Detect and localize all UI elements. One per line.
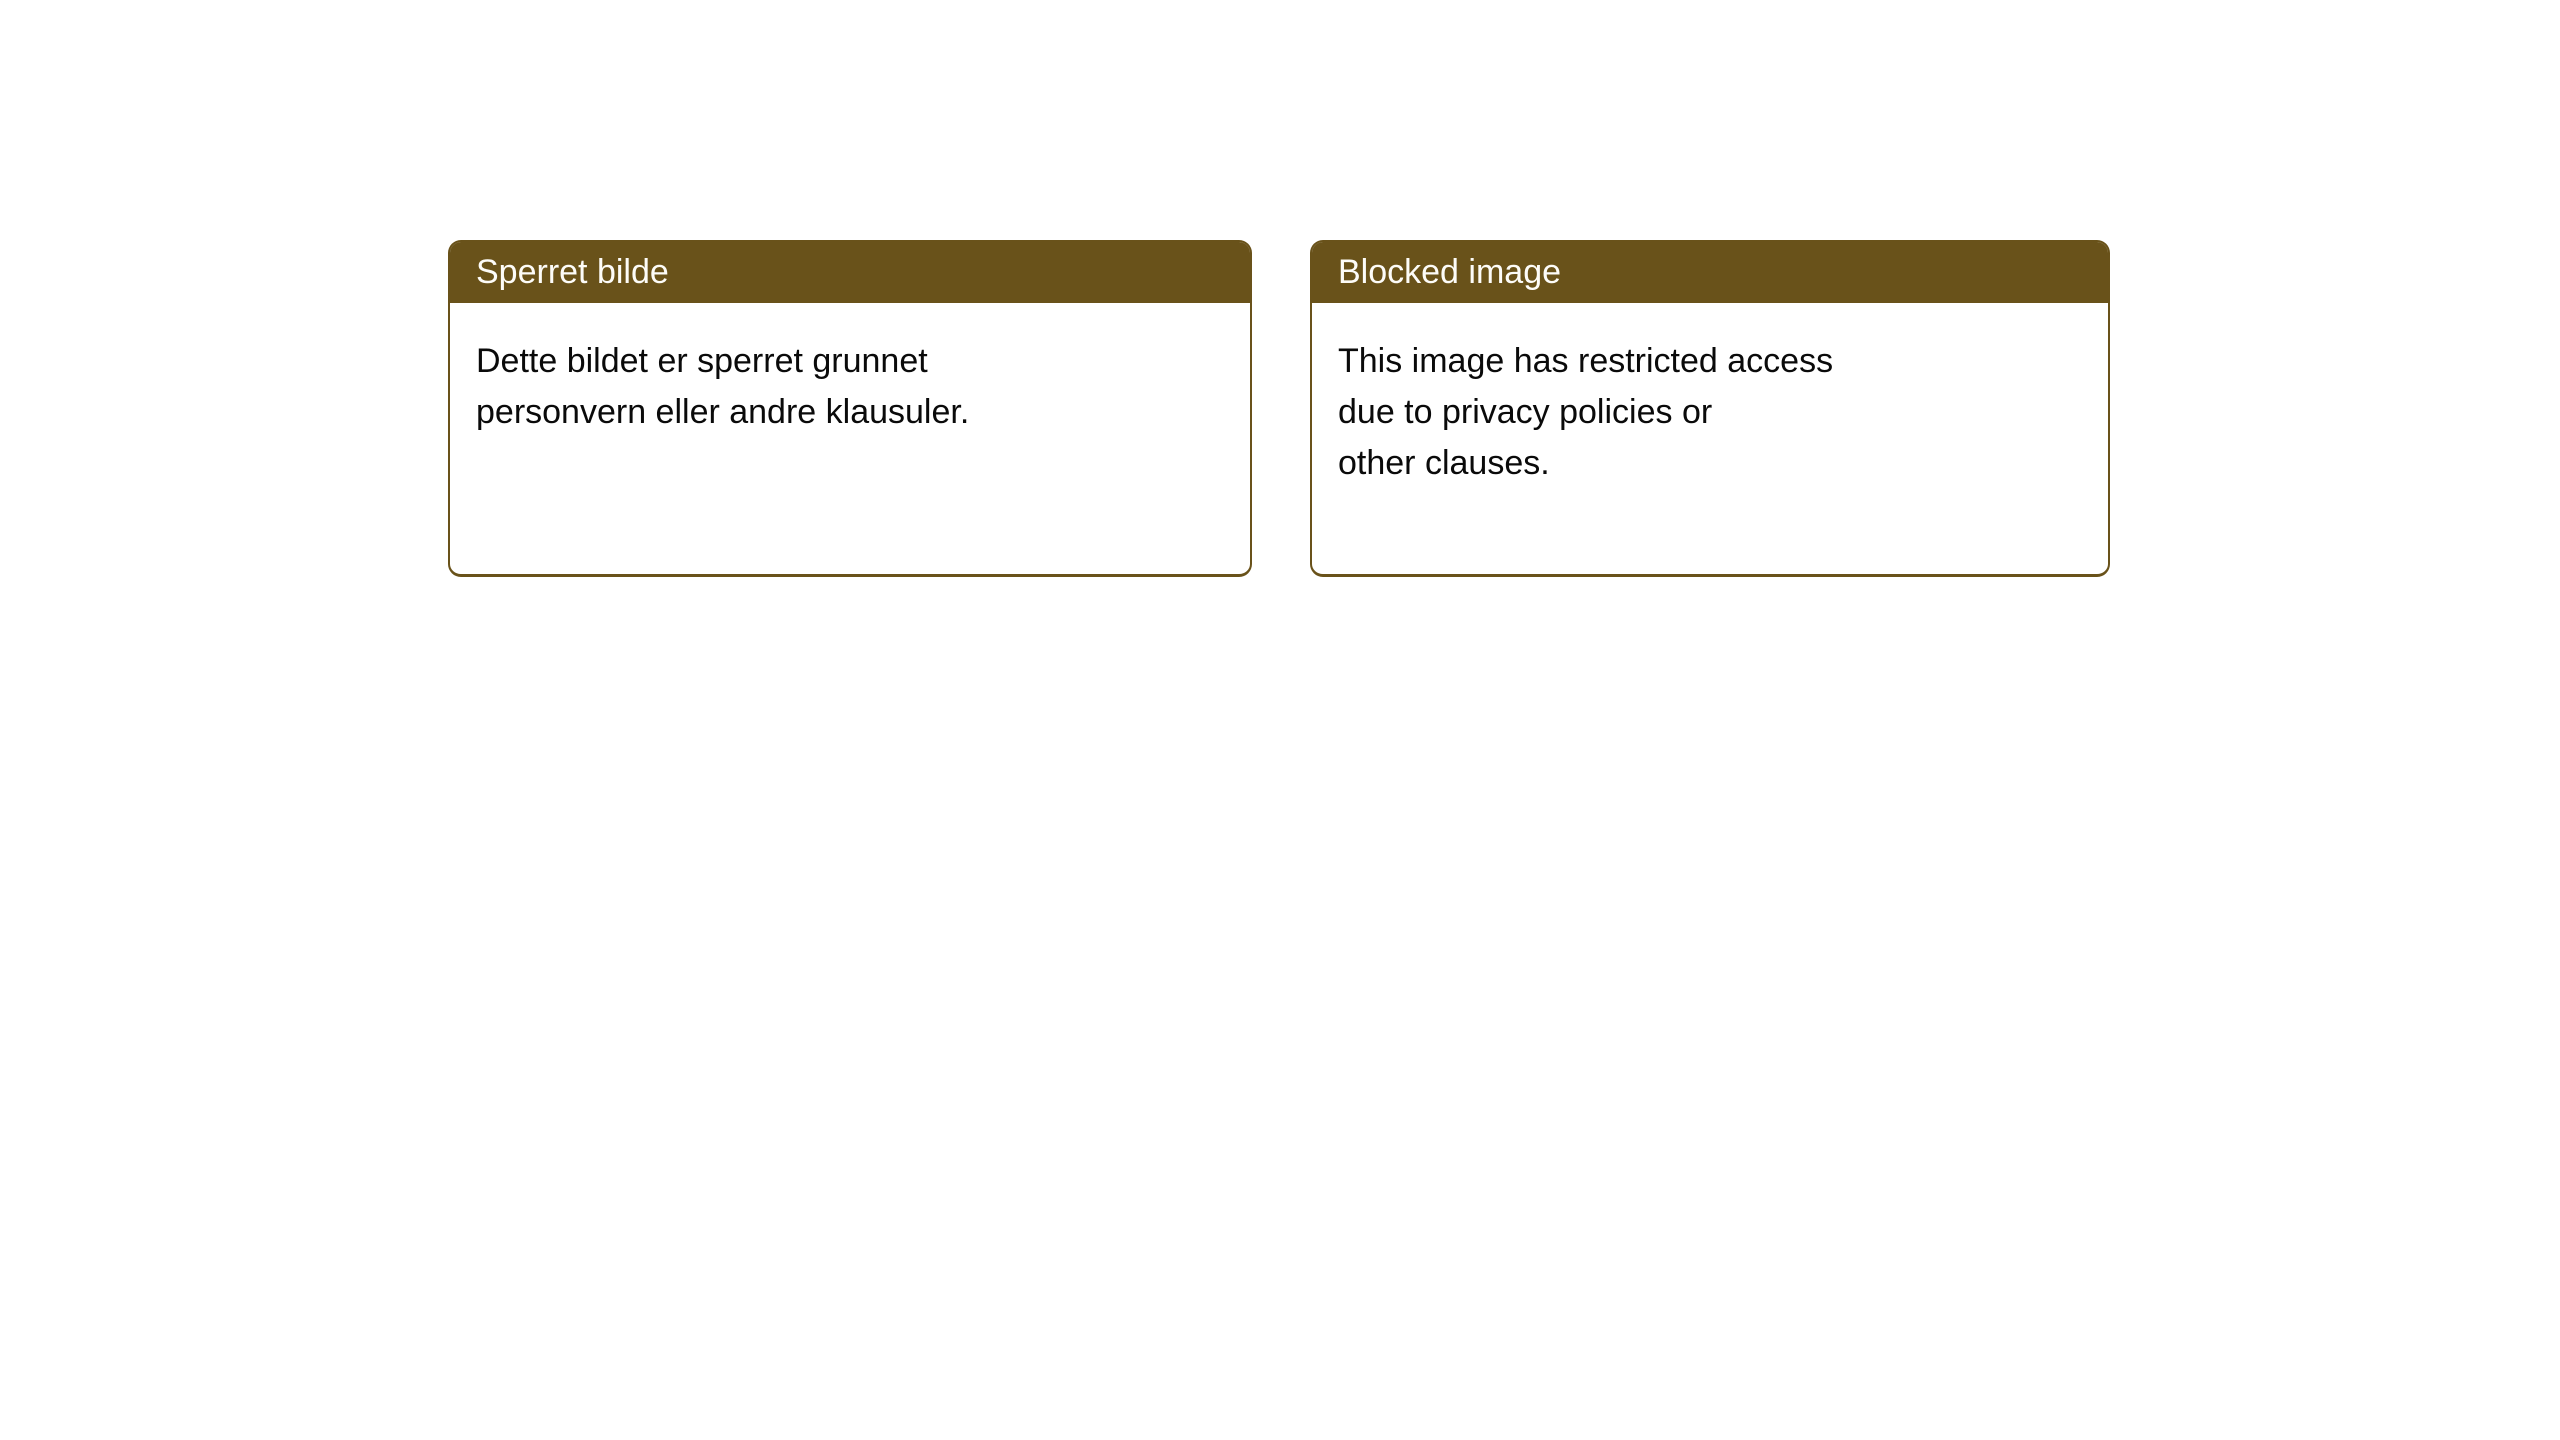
blocked-image-notice-english <box>1310 240 2110 577</box>
body-text-line: personvern eller andre klausuler. <box>476 393 970 431</box>
body-text-line: due to privacy policies or <box>1338 393 1713 431</box>
card-title: Blocked image <box>1338 253 1562 291</box>
card-body <box>450 303 1250 438</box>
body-text-line: other clauses. <box>1338 444 1550 482</box>
card-header <box>1312 242 2108 303</box>
card-header <box>450 242 1250 303</box>
card-title: Sperret bilde <box>476 253 669 291</box>
blocked-image-notice-norwegian <box>448 240 1252 577</box>
body-text-line: This image has restricted access <box>1338 342 1834 380</box>
card-body <box>1312 303 2108 489</box>
body-text-line: Dette bildet er sperret grunnet <box>476 342 928 380</box>
